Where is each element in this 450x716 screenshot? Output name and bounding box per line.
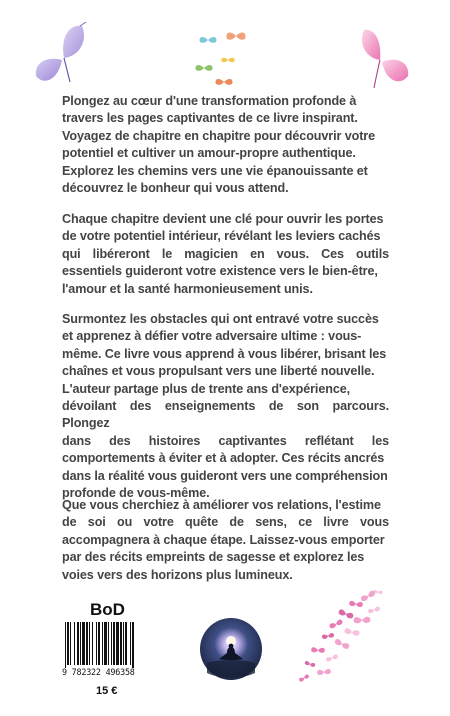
barcode-bars [62, 622, 168, 668]
paragraph-4-line: Que vous cherchiez à améliorer vos relations, l'estime [62, 498, 381, 512]
paragraph-3 [62, 311, 389, 502]
pink-butterfly-icon [358, 26, 414, 92]
paragraph-1-line: Plongez au cœur d'une transformation profonde à [62, 94, 357, 108]
small-pink-butterfly-icon [298, 674, 309, 683]
small-pink-butterfly-icon [322, 633, 335, 640]
paragraph-1-line: Voyagez de chapitre en chapitre pour découvrir votre [62, 128, 375, 143]
paragraph-1-line: découvrez le bonheur qui vous attend. [62, 181, 289, 196]
small-pink-butterfly-icon [329, 619, 344, 629]
paragraph-4-line: accompagnera à chaque étape. Laissez-vous emporter [62, 532, 385, 547]
paragraph-4-line: voies vers des horizons plus lumineux. [62, 567, 293, 582]
paragraph-3-line: chaînes et vous propulsant vers une liberté nouvelle. [62, 364, 375, 379]
small-pink-butterfly-icon [334, 638, 350, 650]
paragraph-3-line: comportements à éviter et à adopter. Ces récits ancrés [62, 451, 385, 466]
small-pink-butterfly-icon [311, 647, 325, 653]
paragraph-4 [62, 497, 389, 584]
pink-butterfly-swarm-icon [290, 588, 390, 688]
paragraph-2-line: l'amour et la santé harmonieusement unis. [62, 281, 313, 296]
price-label: 15 € [96, 685, 118, 697]
paragraph-3-line: même. Ce livre vous apprend à vous libérer, brisant les [62, 346, 387, 361]
paragraph-2 [62, 211, 389, 298]
publisher-logo: BoD [90, 600, 125, 619]
paragraph-1-line: Explorez les chemins vers une vie épanouissante et [62, 163, 368, 178]
paragraph-3-line: dans des histoires captivantes reflétant les [62, 433, 389, 448]
paragraph-3-line: et apprenez à défier votre adversaire ultime : vous- [62, 329, 362, 344]
small-butterflies-icon [194, 26, 254, 92]
paragraph-3-line: dévoilant des enseignements de son parcours. Plongez [62, 399, 389, 431]
paragraph-2-line: de votre potentiel intérieur, révélant les leviers cachés [62, 229, 381, 244]
paragraph-1 [62, 93, 389, 197]
paragraph-4-line: par des récits empreints de sagesse et explorez les [62, 550, 365, 565]
purple-butterfly-icon [30, 22, 90, 88]
small-pink-butterfly-icon [317, 669, 331, 675]
paragraph-3-line: Surmontez les obstacles qui ont entravé votre succès [62, 312, 379, 326]
paragraph-1-line: potentiel et cultiver un amour-propre authentique. [62, 146, 356, 161]
paragraph-4-line: de soi ou votre quête de sens, ce livre vous [62, 515, 389, 530]
small-pink-butterfly-icon [368, 606, 381, 614]
isbn-number: 9 782322 496358 [62, 667, 135, 677]
isbn-barcode [62, 622, 168, 680]
small-pink-butterfly-icon [344, 628, 360, 637]
meditation-emblem-icon [199, 617, 263, 681]
small-pink-butterfly-icon [326, 654, 339, 662]
paragraph-3-line: profonde de vous-même. [62, 486, 210, 501]
paragraph-2-line: qui libéreront le magicien en vous. Ces outils [62, 246, 389, 261]
small-pink-butterfly-icon [354, 617, 371, 624]
paragraph-2-line: Chaque chapitre devient une clé pour ouvrir les portes [62, 212, 384, 226]
small-pink-butterfly-icon [349, 601, 363, 608]
paragraph-3-line: dans la réalité vous guideront vers une compréhension [62, 468, 388, 483]
paragraph-1-line: travers les pages captivantes de ce livre inspirant. [62, 111, 358, 126]
paragraph-2-line: essentiels guideront votre existence vers le bien-être, [62, 264, 378, 279]
paragraph-3-line: L'auteur partage plus de trente ans d'expérience, [62, 381, 351, 396]
small-pink-butterfly-icon [338, 609, 354, 620]
small-pink-butterfly-icon [304, 661, 315, 668]
